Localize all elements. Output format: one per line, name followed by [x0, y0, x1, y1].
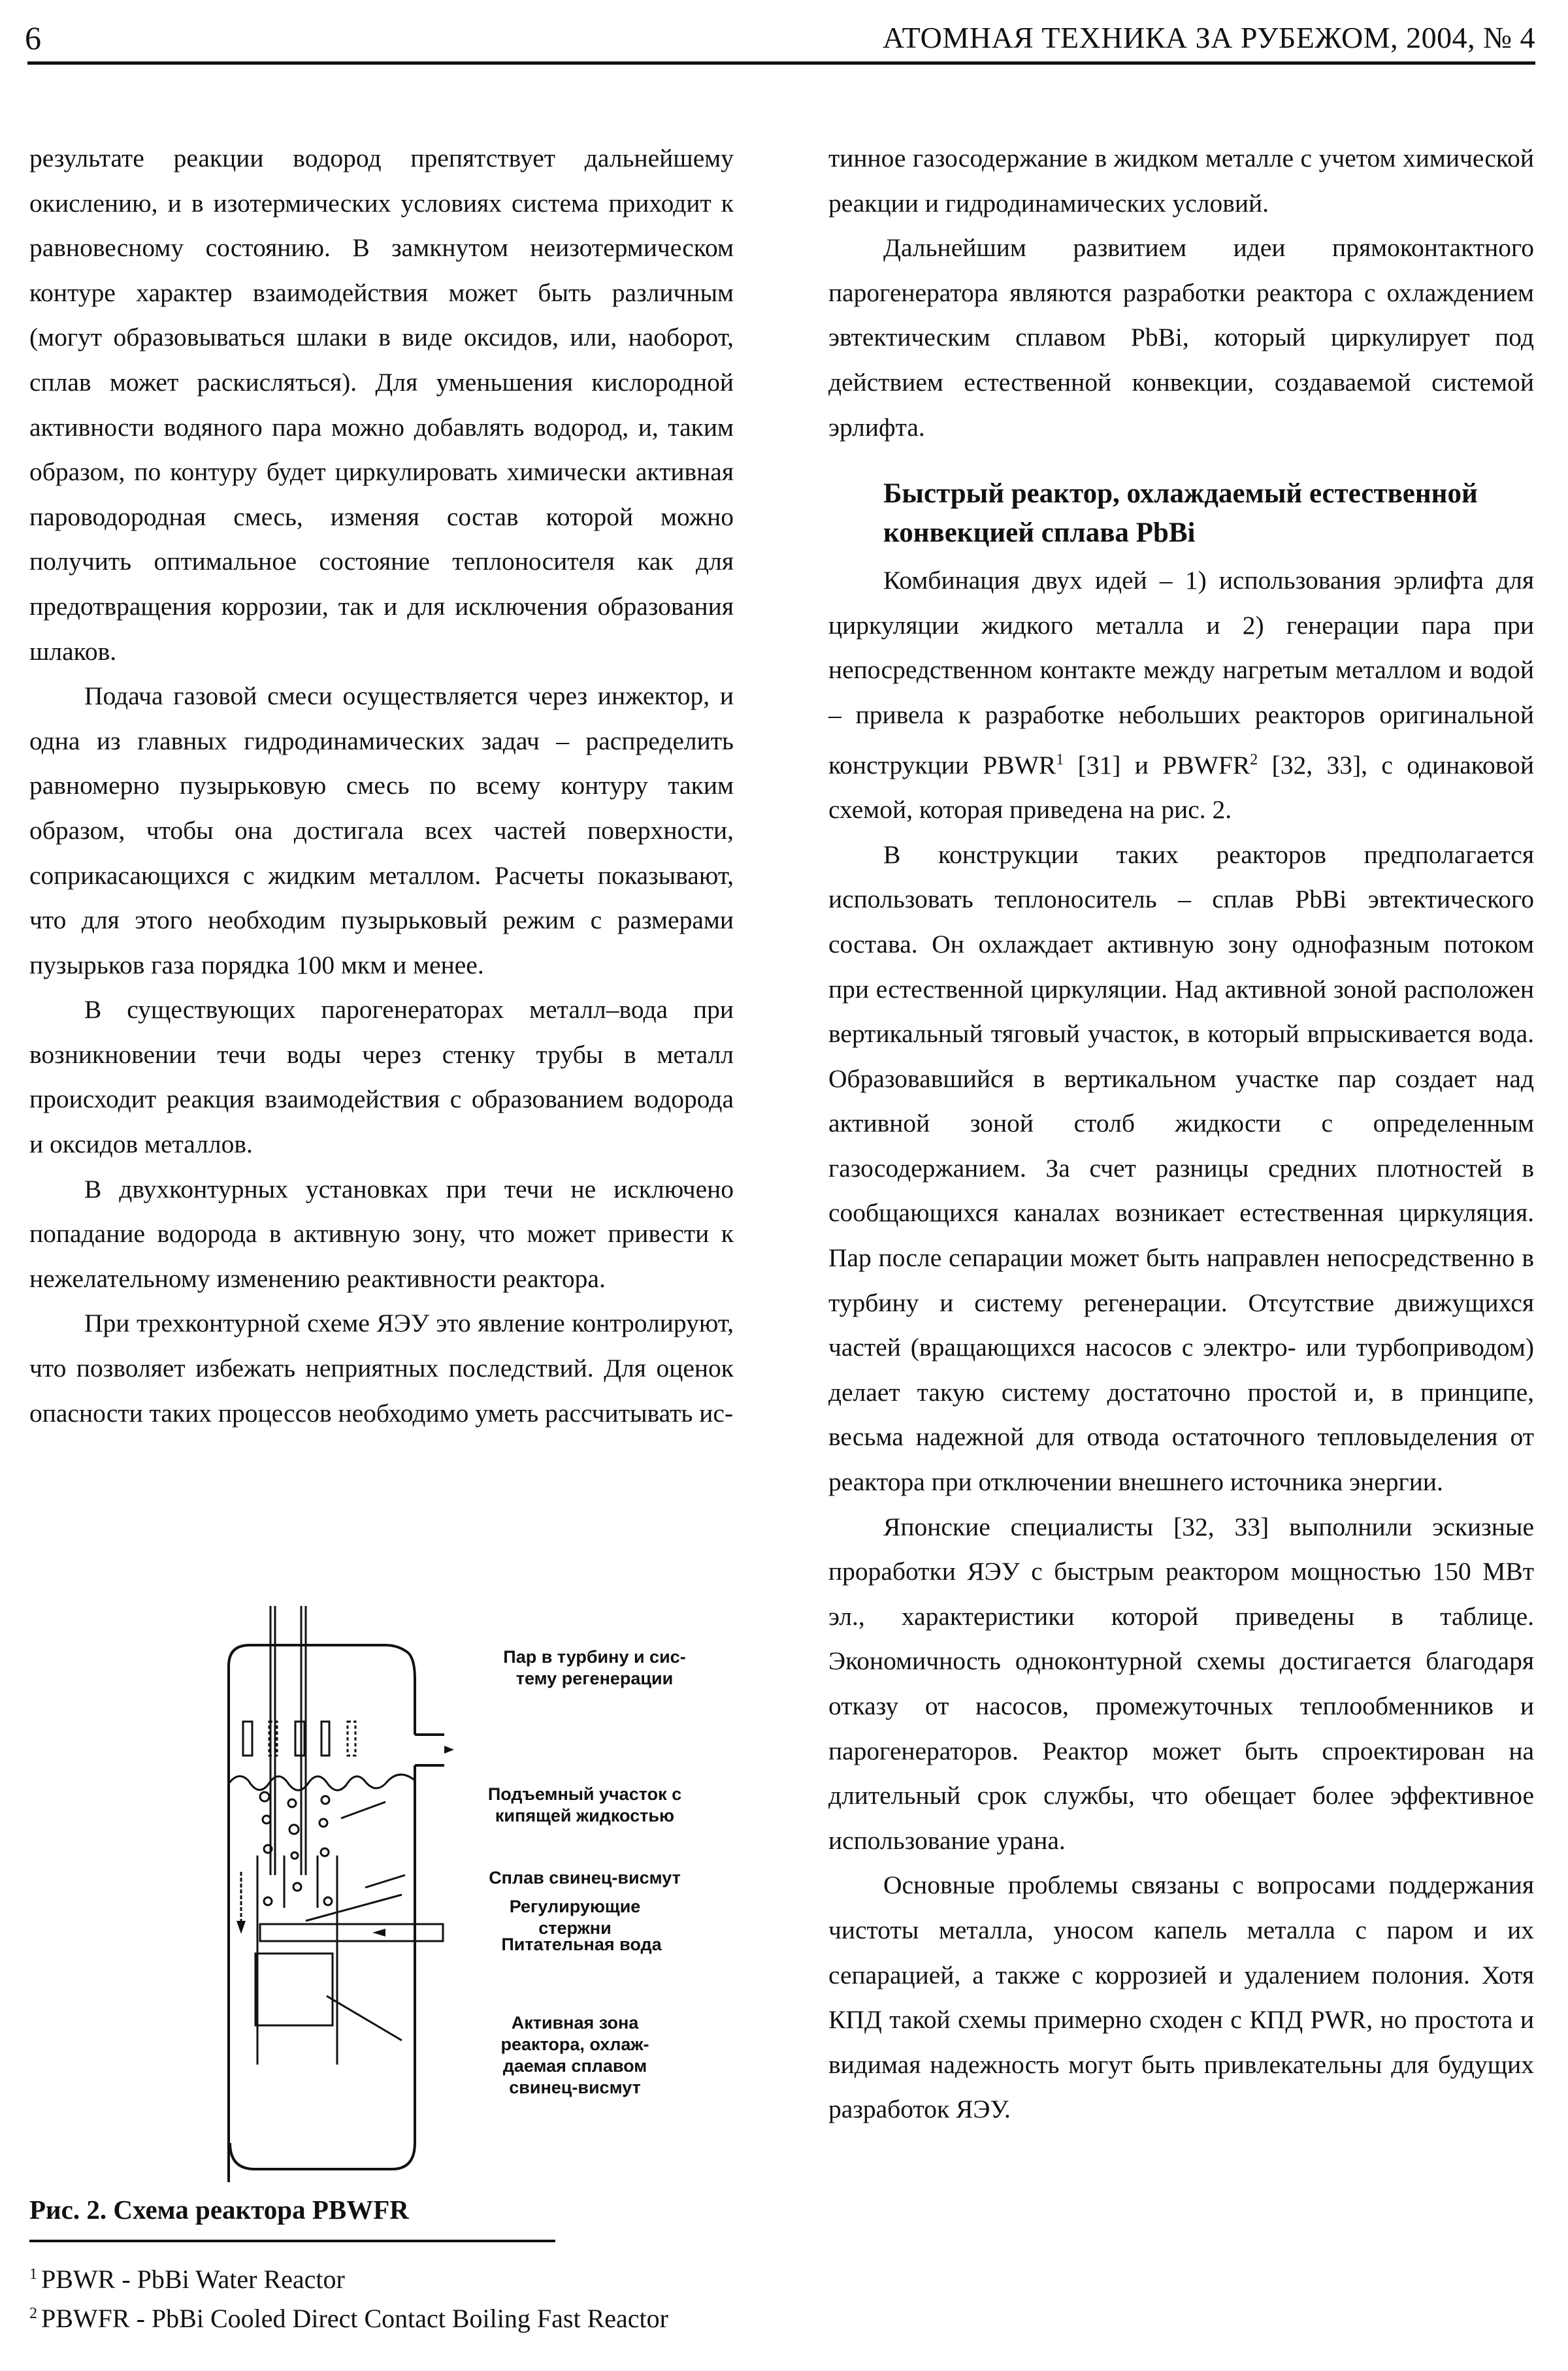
footnote-rule	[29, 2240, 555, 2242]
label-line: свинец-висмут	[509, 2078, 641, 2097]
left-column	[29, 136, 734, 1435]
footnote-1	[29, 2257, 345, 2297]
label-feedwater: Питательная вода	[501, 1935, 662, 1954]
paragraph: Подача газовой смеси осуществляется через инжектор, и одна из главных гидродинамических задач – распределить равномерно пузырьковую смесь по всему контуру таким образом, чтобы она достигала всех частей поверхности, соприкасающихся с жидким металлом. Расчеты показывают, что для этого необходим пузырьковый режим с размерами пузырьков газа порядка 100 мкм и менее.	[29, 681, 734, 979]
footnote-2	[29, 2297, 668, 2336]
paragraph: результате реакции водород препятствует дальнейшему окислению, и в изотермических условиях система приходит к равновесному состоянию. В замкнутом неизотермическом контуре характер взаимодействия может быть различным (могут образовываться шлаки в виде оксидов, или, наоборот, сплав может раскисляться). Для уменьшения кислородной активности водяного пара можно добавлять водород, и, таким образом, по контуру будет циркулировать химически активная пароводородная смесь, изменяя состав которой можно получить оптимальное состояние теплоносителя как для предотвращения коррозии, так и для исключения образования шлаков.	[29, 144, 734, 666]
label-line: стержни	[538, 1918, 612, 1938]
label-core	[405, 2012, 745, 2099]
label-steam-outlet	[444, 1646, 745, 1690]
paragraph: Японские специалисты [32, 33] выполнили эскизные проработки ЯЭУ с быстрым реактором мощностью 150 МВт эл., характеристики которой приведены в таблице. Экономичность одноконтурной схемы достигается благодаря отказу от насосов, промежуточных теплообменников и парогенераторов. Реактор может быть спроектирован на длительный срок службы, что обещает более эффективное использование урана.	[828, 1512, 1534, 1855]
label-line: Пар в турбину и сис-	[503, 1647, 686, 1667]
footnote-mark: 1	[29, 2266, 37, 2283]
running-title: АТОМНАЯ ТЕХНИКА ЗА РУБЕЖОМ, 2004, № 4	[882, 21, 1535, 54]
paragraph: В двухконтурных установках при течи не исключено попадание водорода в активную зону, что может привести к нежелательному изменению реактивности реактора.	[29, 1174, 734, 1293]
paragraph: В существующих парогенераторах металл–вода при возникновении течи воды через стенку трубы в металл происходит реакция взаимодействия с образованием водорода и оксидов металлов.	[29, 995, 734, 1159]
label-line: Регулирующие	[509, 1897, 641, 1916]
paragraph: тинное газосодержание в жидком металле с учетом химической реакции и гидродинамических условий.	[828, 144, 1534, 218]
label-line: тему регенерации	[515, 1669, 674, 1688]
footnote-ref-1[interactable]: 1	[1056, 751, 1064, 768]
footnote-text: PBWFR - PbBi Cooled Direct Contact Boiling Fast Reactor	[41, 2304, 668, 2333]
header-rule	[27, 61, 1535, 65]
paragraph: В конструкции таких реакторов предполагается использовать теплоноситель – сплав PbBi эвтектического состава. Он охлаждает активную зону однофазным потоком при естественной циркуляции. Над активной зоной расположен вертикальный тяговый участок, в который впрыскивается вода. Образовавшийся в вертикальном участке пар создает над активной зоной столб жидкости с определенным газосодержанием. За счет разницы средних плотностей в сообщающихся каналах возникает естественная циркуляция. Пар после сепарации может быть направлен непосредственно в турбину и систему регенерации. Отсутствие движущихся частей (вращающихся насосов с электро- или турбоприводом) делает такую систему достаточно простой и, в принципе, весьма надежной для отвода остаточного тепловыделения от реактора при отключении внешнего источника энергии.	[828, 840, 1534, 1497]
figure-caption: Рис. 2. Схема реактора PBWFR	[29, 2195, 409, 2225]
section-heading: Быстрый реактор, охлаждаемый естественной конвекцией сплава PbBi	[883, 478, 1478, 549]
label-line: реактора, охлаж-	[500, 2035, 649, 2054]
text-run: Комбинация двух идей – 1) использования эрлифта для циркуляции жидкого металла и 2) генерации пара при непосредственном контакте между нагретым металлом и водой – привела к разработке небольших реакторов оригинальной конструкции PBWR	[828, 566, 1534, 779]
paragraph	[828, 558, 1534, 832]
footnote-mark: 2	[29, 2305, 37, 2322]
paragraph: При трехконтурной схеме ЯЭУ это явление контролируют, что позволяет избежать неприятных последствий. Для оценок опасности таких процессов необходимо уметь рассчитывать ис-	[29, 1309, 734, 1428]
label-line: даемая сплавом	[502, 2056, 647, 2076]
right-column	[828, 136, 1534, 2132]
text-run: [31] и PBWFR	[1064, 750, 1250, 779]
footnote-ref-2[interactable]: 2	[1250, 751, 1258, 768]
label-line: Подъемный участок с	[487, 1784, 682, 1804]
reactor-diagram	[189, 1594, 758, 2182]
paragraph: Дальнейшим развитием идеи прямоконтактного парогенератора являются разработки реактора с охлаждением эвтектическим сплавом PbBi, который циркулирует под действием естественной конвекции, создаваемой системой эрлифта.	[828, 233, 1534, 442]
text-run: [32, 33], с одинаковой схемой, которая приведена на рис. 2.	[828, 750, 1534, 825]
label-alloy: Сплав свинец-висмут	[489, 1868, 681, 1888]
paragraph: Основные проблемы связаны с вопросами поддержания чистоты металла, уносом капель металла с паром и их сепарацией, а также с коррозией и удалением полония. Хотя КПД такой схемы примерно сходен с КПД PWR, но простота и видимая надежность могут быть привлекательны для будущих разработок ЯЭУ.	[828, 1871, 1534, 2124]
footnote-text: PBWR - PbBi Water Reactor	[41, 2265, 345, 2294]
label-control-rods	[405, 1896, 745, 1939]
label-riser	[415, 1784, 755, 1827]
label-line: кипящей жидкостью	[495, 1806, 675, 1825]
page-number: 6	[25, 20, 41, 56]
label-line: Активная зона	[511, 2013, 639, 2033]
